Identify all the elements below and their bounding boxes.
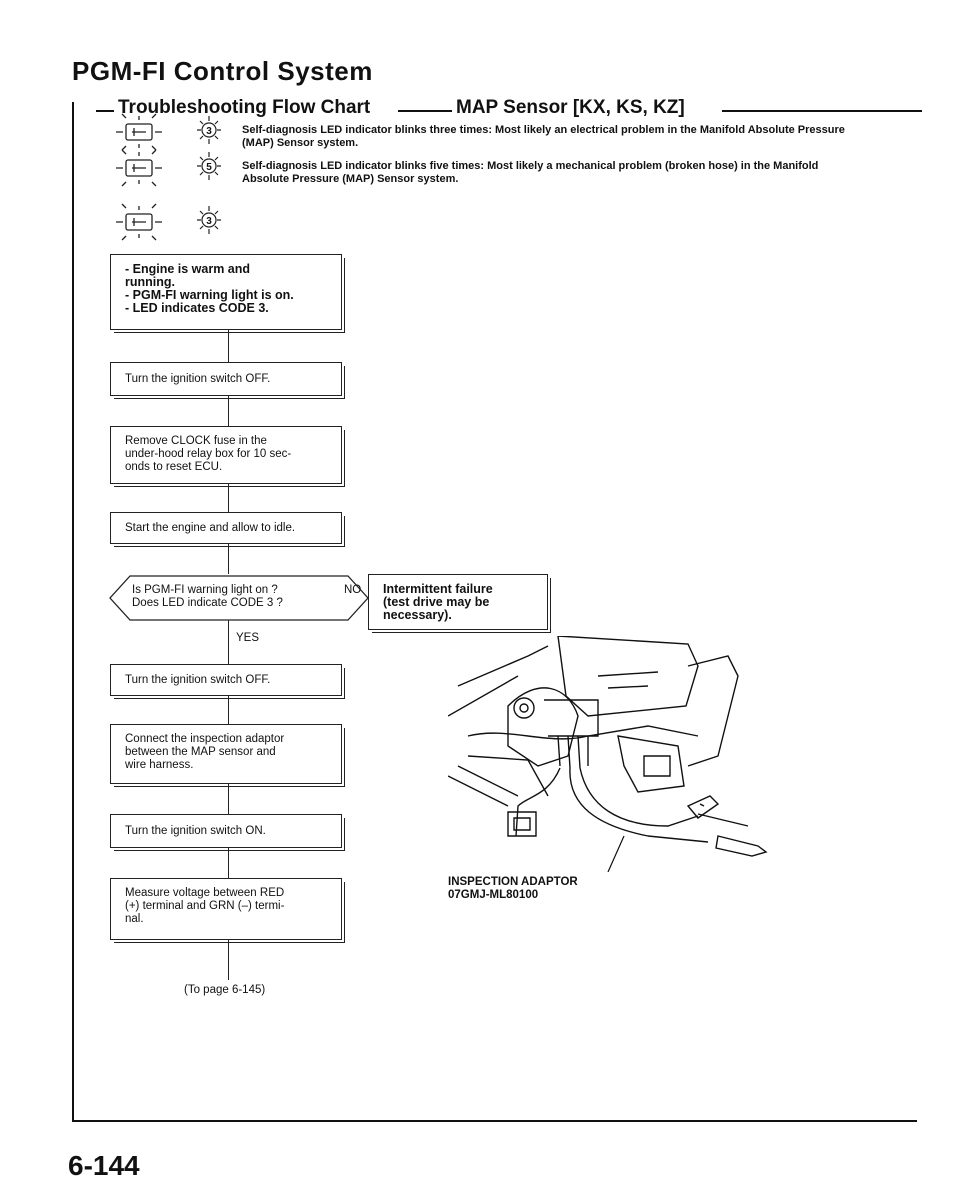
box-line: necessary).	[383, 608, 452, 622]
box-line: under-hood relay box for 10 sec-	[125, 448, 292, 460]
led-code-label: 3	[206, 126, 212, 137]
engine-bay-illustration	[448, 636, 778, 872]
continue-note: (To page 6-145)	[184, 984, 266, 996]
adaptor-part-number: 07GMJ-ML80100	[448, 889, 539, 901]
flow-step-box	[110, 664, 342, 696]
flow-step-box	[110, 362, 342, 396]
box-line: Is PGM-FI warning light on ?	[132, 584, 278, 596]
box-line: Does LED indicate CODE 3 ?	[132, 597, 283, 609]
frame-bottom-rule	[72, 1120, 917, 1122]
section-title: Troubleshooting Flow Chart	[114, 97, 374, 119]
led-description-line: Absolute Pressure (MAP) Sensor system.	[242, 173, 459, 185]
check-engine-icon	[116, 114, 162, 150]
box-line: between the MAP sensor and	[125, 746, 276, 758]
box-line: Intermittent failure	[383, 582, 493, 596]
flow-connector	[228, 330, 229, 362]
box-line: Start the engine and allow to idle.	[125, 522, 296, 534]
flow-step-box	[110, 512, 342, 544]
adaptor-name: INSPECTION ADAPTOR	[448, 876, 578, 888]
led-code-label: 5	[206, 162, 212, 173]
led-description-line: (MAP) Sensor system.	[242, 137, 359, 149]
box-line: nal.	[125, 913, 144, 925]
flow-step-box	[110, 878, 342, 940]
box-line: wire harness.	[125, 759, 194, 771]
check-engine-icon	[116, 204, 162, 240]
illustration-caption	[448, 876, 578, 902]
box-line: Remove CLOCK fuse in the	[125, 435, 267, 447]
box-line: Turn the ignition switch OFF.	[125, 373, 271, 385]
flow-connector	[228, 784, 229, 814]
led-description	[242, 124, 922, 150]
led-description-line: Self-diagnosis LED indicator blinks five times: Most likely a mechanical problem (broken hose) in the Manifold	[242, 160, 819, 172]
flow-decision-text	[132, 584, 332, 610]
box-line: Measure voltage between RED	[125, 887, 285, 899]
yes-branch-label: YES	[236, 632, 260, 644]
no-branch-label: NO	[344, 584, 362, 596]
flow-connector	[228, 484, 229, 512]
check-engine-icons	[112, 112, 182, 242]
flow-connector	[228, 848, 229, 878]
flow-connector	[228, 620, 229, 664]
header-rule	[722, 110, 922, 112]
flow-connector	[228, 940, 229, 980]
flow-result-box	[368, 574, 548, 630]
led-code-label: 3	[206, 216, 212, 227]
led-description-line: Self-diagnosis LED indicator blinks three times: Most likely an electrical problem in the Manifold Absolute Pressure	[242, 124, 845, 136]
box-line: - PGM-FI warning light is on.	[125, 288, 294, 302]
flow-step-box	[110, 724, 342, 784]
subsection-title: MAP Sensor [KX, KS, KZ]	[452, 97, 689, 119]
page-number: 6-144	[68, 1150, 140, 1181]
led-description	[242, 160, 922, 186]
check-engine-icon	[116, 150, 162, 186]
box-line: - LED indicates CODE 3.	[125, 301, 269, 315]
box-line: (test drive may be	[383, 595, 490, 609]
flow-connector	[228, 396, 229, 426]
flow-step-box	[110, 814, 342, 848]
header-rule	[398, 110, 452, 112]
box-line: onds to reset ECU.	[125, 461, 223, 473]
box-line: Turn the ignition switch ON.	[125, 825, 266, 837]
flow-connector	[228, 544, 229, 574]
box-line: running.	[125, 275, 175, 289]
box-line: Connect the inspection adaptor	[125, 733, 285, 745]
flow-start-box	[110, 254, 342, 330]
box-line: (+) terminal and GRN (–) termi-	[125, 900, 285, 912]
frame-left-rule	[72, 102, 74, 1122]
box-line: - Engine is warm and	[125, 262, 251, 276]
box-line: Turn the ignition switch OFF.	[125, 674, 271, 686]
page-title: PGM-FI Control System	[72, 56, 373, 86]
led-blink-icons	[192, 112, 228, 242]
flow-step-box	[110, 426, 342, 484]
flow-connector	[228, 696, 229, 724]
